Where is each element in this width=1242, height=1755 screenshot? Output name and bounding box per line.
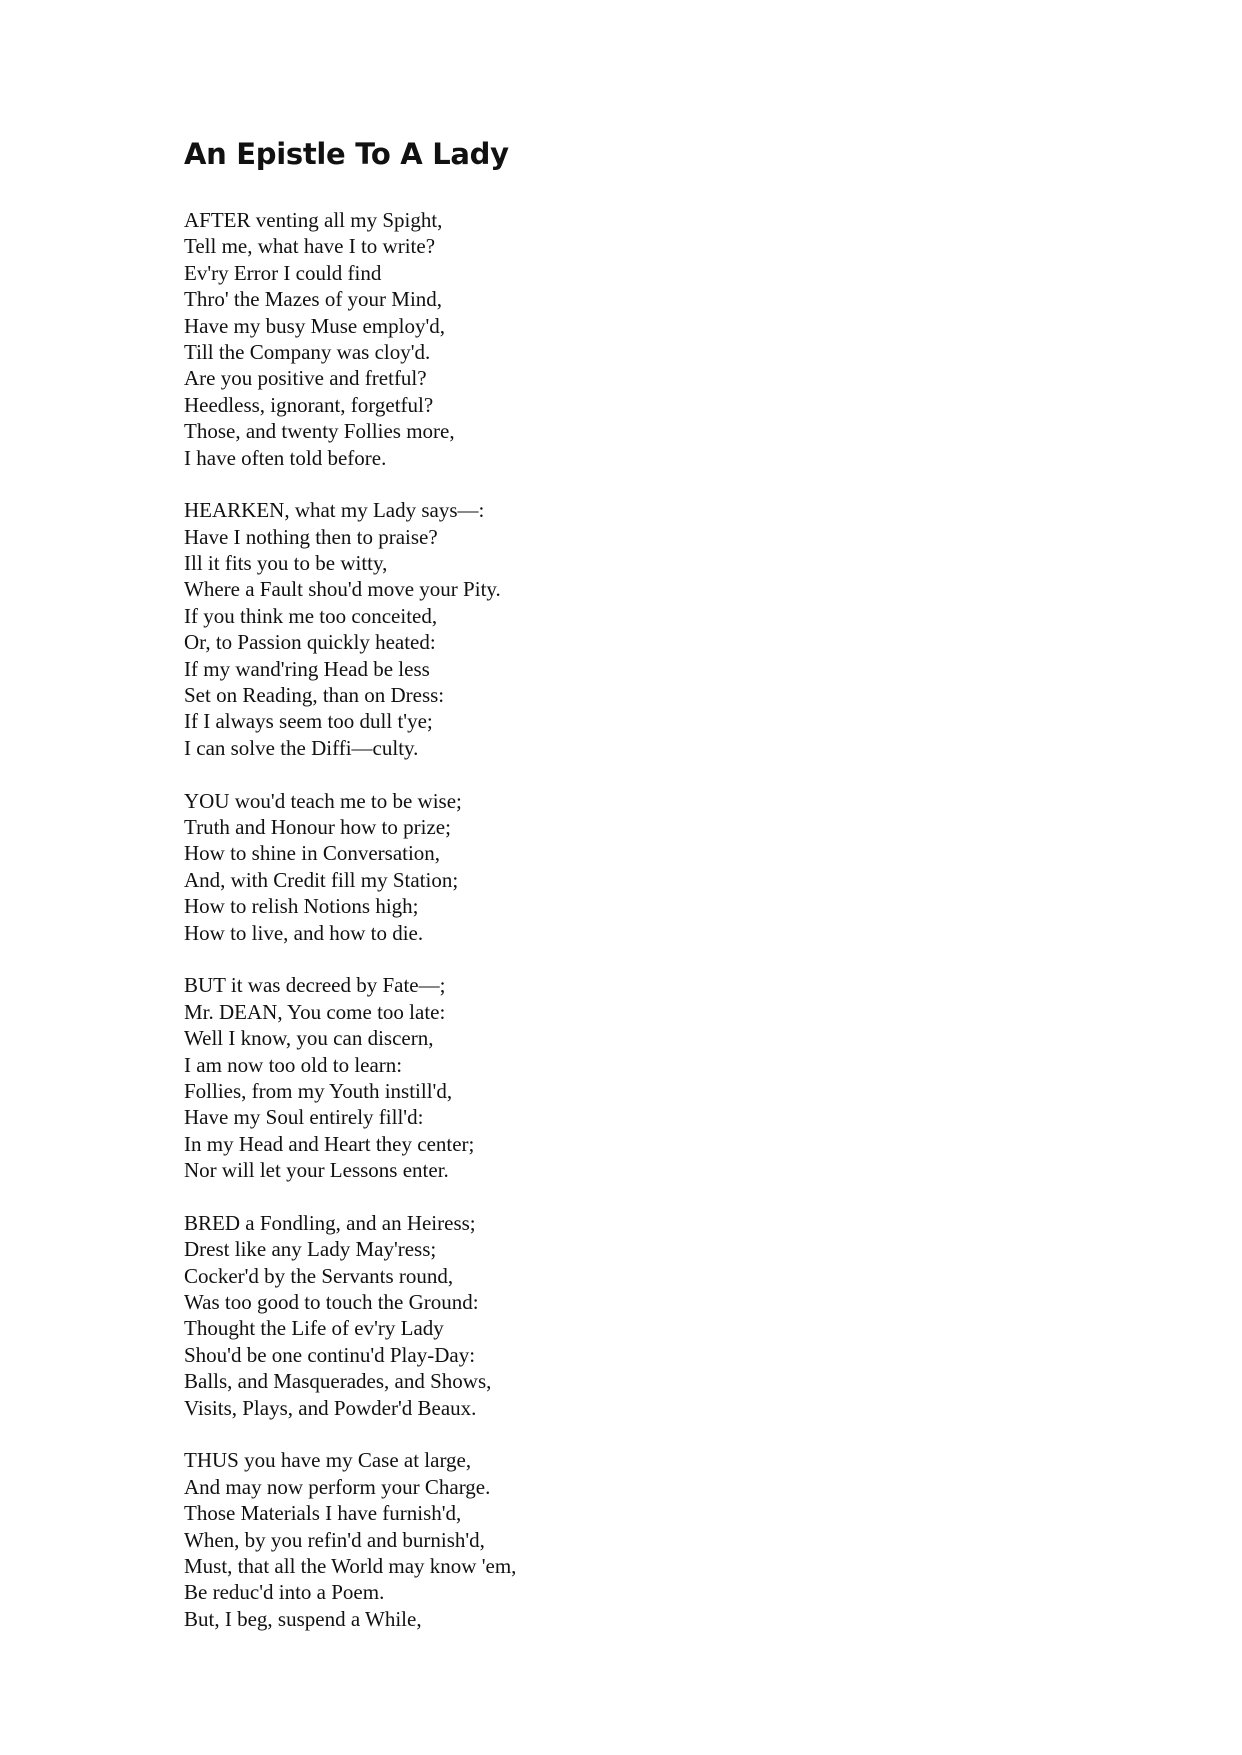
poem-line: I can solve the Diffi—culty.	[184, 735, 419, 760]
poem-line: Visits, Plays, and Powder'd Beaux.	[184, 1395, 477, 1420]
poem-line: Or, to Passion quickly heated:	[184, 630, 436, 655]
poem-body	[184, 207, 1084, 1658]
stanza	[184, 497, 1084, 761]
poem-line: Balls, and Masquerades, and Shows,	[184, 1369, 492, 1394]
poem-line: If my wand'ring Head be less	[184, 656, 430, 681]
poem-line: Have I nothing then to praise?	[184, 524, 438, 549]
poem-line: Those, and twenty Follies more,	[184, 419, 455, 444]
poem-line: Thro' the Mazes of your Mind,	[184, 287, 443, 312]
poem-line: Till the Company was cloy'd.	[184, 339, 431, 364]
poem-line: Truth and Honour how to prize;	[184, 814, 451, 839]
poem-line: In my Head and Heart they center;	[184, 1131, 475, 1156]
poem-line: Have my Soul entirely fill'd:	[184, 1105, 424, 1130]
stanza	[184, 1210, 1084, 1421]
poem-line: How to shine in Conversation,	[184, 841, 441, 866]
poem-line: When, by you refin'd and burnish'd,	[184, 1527, 485, 1552]
poem-line: If I always seem too dull t'ye;	[184, 709, 433, 734]
poem-line: Shou'd be one continu'd Play-Day:	[184, 1342, 476, 1367]
poem-line: I am now too old to learn:	[184, 1052, 403, 1077]
poem-line: Ill it fits you to be witty,	[184, 551, 388, 576]
page-title: An Epistle To A Lady	[184, 137, 509, 171]
poem-line: AFTER venting all my Spight,	[184, 208, 443, 232]
poem-line: But, I beg, suspend a While,	[184, 1606, 422, 1631]
poem-line: BRED a Fondling, and an Heiress;	[184, 1210, 476, 1235]
poem-line: Tell me, what have I to write?	[184, 234, 436, 259]
stanza	[184, 788, 1084, 946]
poem-line: Ev'ry Error I could find	[184, 260, 382, 285]
poem-line: BUT it was decreed by Fate—;	[184, 973, 446, 998]
poem-line: Must, that all the World may know 'em,	[184, 1553, 517, 1578]
poem-line: Nor will let your Lessons enter.	[184, 1158, 449, 1183]
stanza	[184, 207, 1084, 471]
poem-line: Cocker'd by the Servants round,	[184, 1263, 454, 1288]
poem-line: Set on Reading, than on Dress:	[184, 683, 445, 708]
poem-line: Mr. DEAN, You come too late:	[184, 999, 446, 1024]
stanza	[184, 1447, 1084, 1632]
poem-line: How to live, and how to die.	[184, 920, 424, 945]
stanza	[184, 972, 1084, 1183]
poem-line: Have my busy Muse employ'd,	[184, 313, 446, 338]
poem-line: THUS you have my Case at large,	[184, 1448, 472, 1473]
poem-line: Follies, from my Youth instill'd,	[184, 1078, 453, 1103]
poem-line: Are you positive and fretful?	[184, 366, 427, 391]
poem-line: Well I know, you can discern,	[184, 1026, 434, 1051]
poem-line: If you think me too conceited,	[184, 603, 438, 628]
poem-line: Was too good to touch the Ground:	[184, 1290, 479, 1315]
poem-line: How to relish Notions high;	[184, 894, 419, 919]
poem-line: And may now perform your Charge.	[184, 1474, 491, 1499]
poem-line: Those Materials I have furnish'd,	[184, 1501, 462, 1526]
poem-line: HEARKEN, what my Lady says—:	[184, 498, 485, 523]
poem-line: Be reduc'd into a Poem.	[184, 1580, 385, 1605]
poem-line: Heedless, ignorant, forgetful?	[184, 392, 434, 417]
poem-line: Where a Fault shou'd move your Pity.	[184, 577, 501, 602]
poem-line: And, with Credit fill my Station;	[184, 867, 459, 892]
poem-line: Drest like any Lady May'ress;	[184, 1237, 437, 1262]
poem-line: YOU wou'd teach me to be wise;	[184, 788, 462, 813]
poem-line: I have often told before.	[184, 445, 387, 470]
poem-line: Thought the Life of ev'ry Lady	[184, 1316, 444, 1341]
